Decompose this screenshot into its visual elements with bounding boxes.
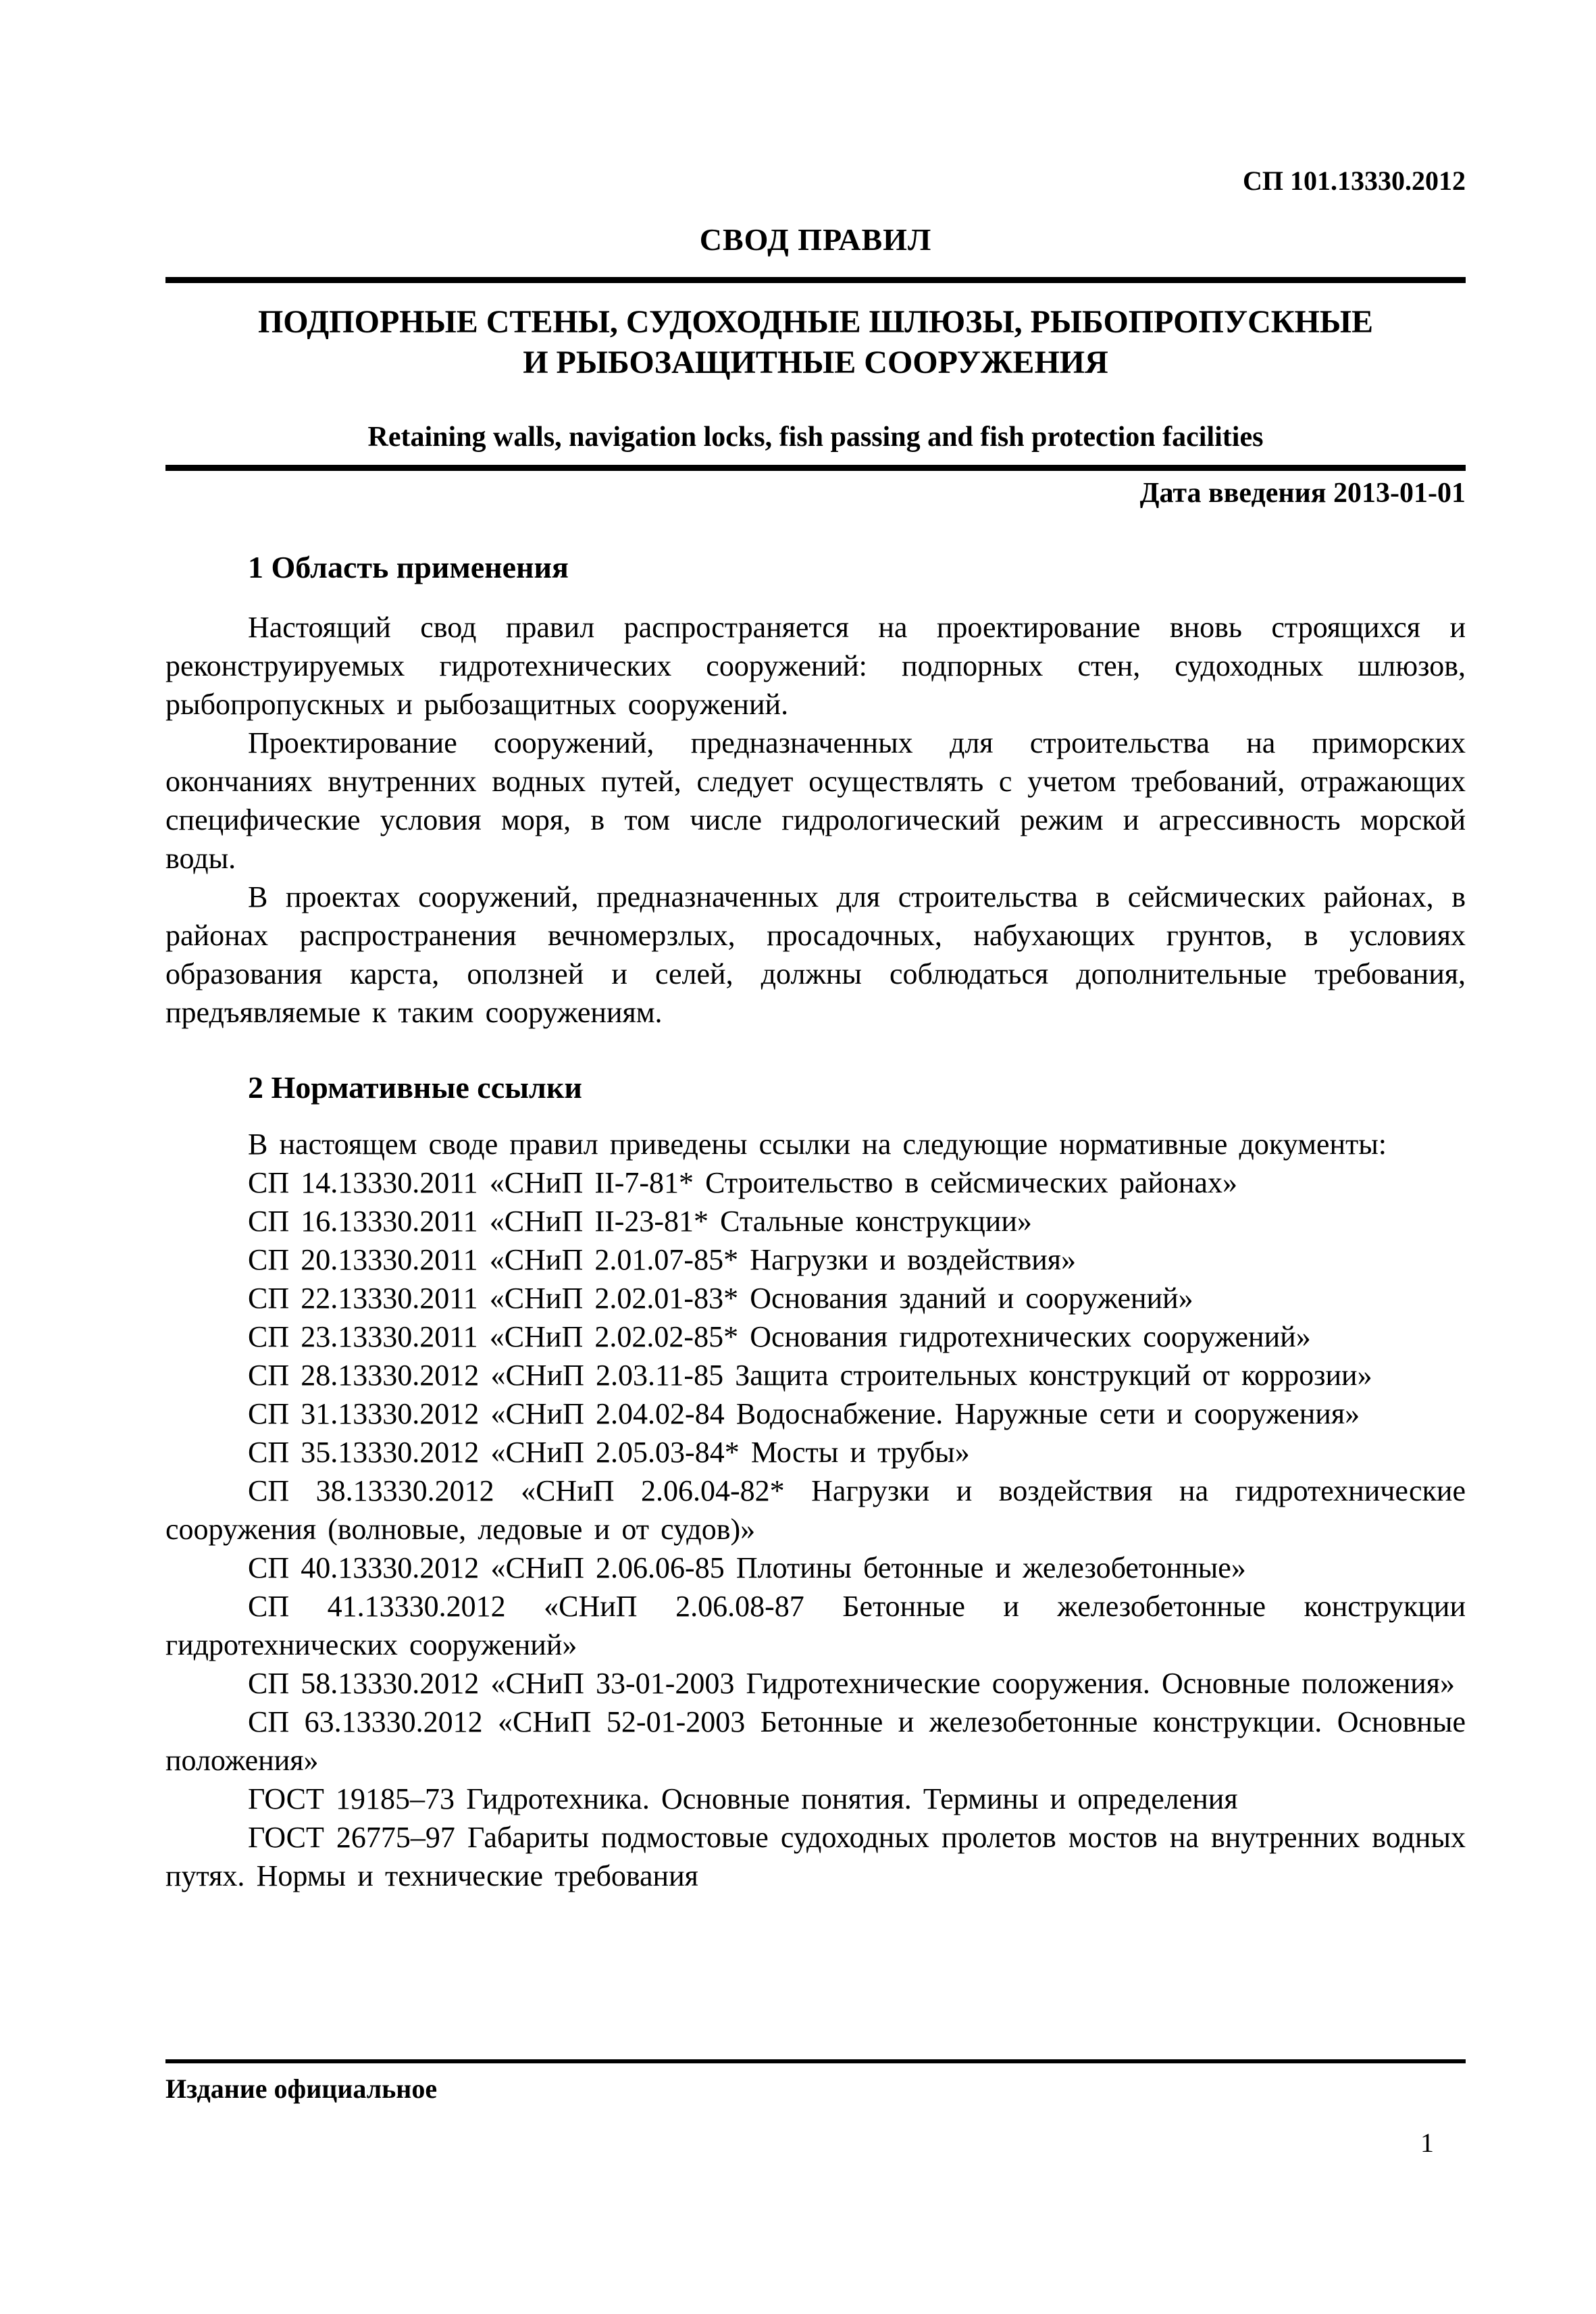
reference-item: СП 14.13330.2011 «СНиП II-7-81* Строительство в сейсмических районах» xyxy=(248,1166,1237,1199)
reference-item: СП 28.13330.2012 «СНиП 2.03.11-85 Защита строительных конструкций от коррозии» xyxy=(248,1359,1372,1392)
reference-item: СП 22.13330.2011 «СНиП 2.02.01-83* Основания зданий и сооружений» xyxy=(248,1282,1193,1315)
header-rule-bottom xyxy=(165,465,1466,471)
reference-item: СП 63.13330.2012 «СНиП 52-01-2003 Бетонные и железобетонные конструкции. Основные положения» xyxy=(165,1705,1466,1777)
reference-item: СП 23.13330.2011 «СНиП 2.02.02-85* Основания гидротехнических сооружений» xyxy=(248,1320,1311,1353)
header-rule-top xyxy=(165,277,1466,283)
doc-title-ru xyxy=(165,302,1466,383)
section-2-intro: В настоящем своде правил приведены ссылки на следующие нормативные документы: xyxy=(248,1128,1387,1161)
section-1-heading: 1 Область применения xyxy=(248,550,569,584)
paragraph: В проектах сооружений, предназначенных для строительства в сейсмических районах, в районах распространения вечномерзлых, просадочных, набухающих грунтов, в условиях образования карста, оползней и селей, должны соблюдаться дополнительные требования, предъявляемые к таким сооружениям. xyxy=(165,880,1466,1029)
reference-item: СП 35.13330.2012 «СНиП 2.05.03-84* Мосты и трубы» xyxy=(248,1436,970,1469)
effective-date: Дата введения 2013-01-01 xyxy=(1139,478,1466,509)
footer-rule xyxy=(165,2059,1466,2063)
section-1-body xyxy=(165,608,1466,1032)
doc-kind-heading: СВОД ПРАВИЛ xyxy=(699,222,932,257)
reference-item: СП 38.13330.2012 «СНиП 2.06.04-82* Нагрузки и воздействия на гидротехнические сооружения (волновые, ледовые и от судов)» xyxy=(165,1474,1466,1546)
reference-item: СП 16.13330.2011 «СНиП II-23-81* Стальные конструкции» xyxy=(248,1205,1032,1238)
section-2-heading: 2 Нормативные ссылки xyxy=(248,1070,582,1105)
official-edition-note: Издание официальное xyxy=(165,2073,438,2104)
section-2-body xyxy=(165,1125,1466,1163)
reference-item: ГОСТ 19185–73 Гидротехника. Основные понятия. Термины и определения xyxy=(248,1782,1238,1815)
doc-title-line-2: И РЫБОЗАЩИТНЫЕ СООРУЖЕНИЯ xyxy=(523,345,1108,380)
reference-item: СП 31.13330.2012 «СНиП 2.04.02-84 Водоснабжение. Наружные сети и сооружения» xyxy=(248,1397,1360,1430)
doc-title-en: Retaining walls, navigation locks, fish passing and fish protection facilities xyxy=(367,422,1264,453)
reference-item: СП 58.13330.2012 «СНиП 33-01-2003 Гидротехнические сооружения. Основные положения» xyxy=(248,1667,1455,1700)
page-number: 1 xyxy=(1420,2128,1434,2158)
paragraph: Настоящий свод правил распространяется на проектирование вновь строящихся и реконструируемых гидротехнических сооружений: подпорных стен, судоходных шлюзов, рыбопропускных и рыбозащитных сооружений. xyxy=(165,611,1466,721)
reference-item: СП 40.13330.2012 «СНиП 2.06.06-85 Плотины бетонные и железобетонные» xyxy=(248,1551,1246,1584)
doc-number: СП 101.13330.2012 xyxy=(1243,166,1466,196)
doc-title-line-1: ПОДПОРНЫЕ СТЕНЫ, СУДОХОДНЫЕ ШЛЮЗЫ, РЫБОПРОПУСКНЫЕ xyxy=(257,304,1374,340)
paragraph: Проектирование сооружений, предназначенных для строительства на приморских окончаниях внутренних водных путей, следует осуществлять с учетом требований, отражающих специфические условия моря, в том числе гидрологический режим и агрессивность морской воды. xyxy=(165,726,1466,875)
reference-item: СП 41.13330.2012 «СНиП 2.06.08-87 Бетонные и железобетонные конструкции гидротехнических сооружений» xyxy=(165,1590,1466,1661)
references-list xyxy=(165,1163,1466,1895)
reference-item: СП 20.13330.2011 «СНиП 2.01.07-85* Нагрузки и воздействия» xyxy=(248,1243,1077,1276)
reference-item: ГОСТ 26775–97 Габариты подмостовые судоходных пролетов мостов на внутренних водных путях. Нормы и технические требования xyxy=(165,1821,1466,1892)
